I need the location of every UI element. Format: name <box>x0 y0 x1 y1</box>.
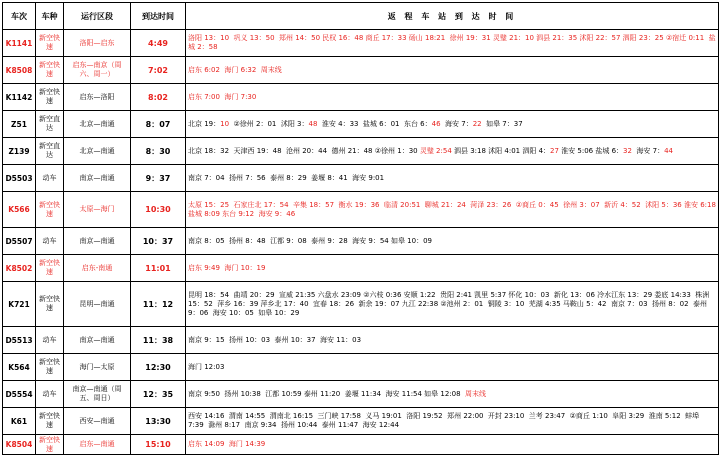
table-row <box>3 138 719 165</box>
arrival-time: 12：35 <box>131 381 186 408</box>
train-type: 新空快速 <box>36 282 64 327</box>
train-type: 新空快速 <box>36 192 64 228</box>
station-times: 46 <box>431 119 441 128</box>
arrival-time: 12:30 <box>131 354 186 381</box>
station-times: 32 <box>623 146 632 155</box>
header-row <box>3 3 719 30</box>
train-type: 新空快速 <box>36 30 64 57</box>
train-number: K564 <box>3 354 36 381</box>
station-times: 海门 12:03 <box>188 362 225 371</box>
header-train-type: 车种 <box>36 3 64 30</box>
station-times: 48 <box>308 119 318 128</box>
train-number: K61 <box>3 408 36 435</box>
table-row <box>3 255 719 282</box>
arrival-time: 11:01 <box>131 255 186 282</box>
station-times: 44 <box>664 146 674 155</box>
station-times: 昆明 18：54 曲靖 20：29 宣威 21:35 六盘水 23:09 ②六枝 0:36 安顺 1:22 贵阳 2:41 凯里 5:37 怀化 10：03 新化 13：06 冷水江东 13：29 娄底 14:33 株洲 15：52 萍乡 16：39 萍乡北 17：40 宜春 18：26 新余 19：07 九江 22:38 ②池州 2：01 铜陵 3：10 芜湖 4:35 马鞍山 5：42 南京 7：03 扬州 8：02 泰州 9：06 海安 10：05 如皋 10：29 <box>188 290 712 317</box>
train-type: 动车 <box>36 228 64 255</box>
table-row <box>3 111 719 138</box>
train-type: 新空快速 <box>36 255 64 282</box>
table-row <box>3 228 719 255</box>
train-type: 新空快速 <box>36 435 64 455</box>
run-section: 南京—南通 <box>64 327 131 354</box>
train-number: K721 <box>3 282 36 327</box>
return-stations <box>186 84 719 111</box>
station-times: 周末线 <box>465 389 487 398</box>
train-type: 新空快速 <box>36 408 64 435</box>
run-section: 昆明—南通 <box>64 282 131 327</box>
return-stations <box>186 138 719 165</box>
station-times: 北京 19： <box>188 119 221 128</box>
return-stations <box>186 255 719 282</box>
train-number: K8502 <box>3 255 36 282</box>
station-times: 南京 7：04 扬州 7：56 泰州 8：29 姜堰 8：41 海安 9:01 <box>188 173 385 182</box>
return-stations <box>186 228 719 255</box>
station-times: 22 <box>472 119 482 128</box>
station-times: ②徐州 2：01 沭阳 3： <box>229 119 309 128</box>
station-times: 南京 8：05 扬州 8：48 江都 9：08 泰州 9：28 海安 9：54 如皋 10：09 <box>188 236 432 245</box>
station-times: 启东 9:49 海门 10：19 <box>188 263 266 272</box>
train-type: 新空快速 <box>36 354 64 381</box>
table-row <box>3 192 719 228</box>
train-number: K1142 <box>3 84 36 111</box>
header-return-stations: 返 程 车 站 到 达 时 间 <box>186 3 719 30</box>
train-type: 动车 <box>36 381 64 408</box>
station-times: 启东 14:09 海门 14:39 <box>188 440 266 448</box>
arrival-time: 11：38 <box>131 327 186 354</box>
run-section: 北京—南通 <box>64 138 131 165</box>
train-type: 新空直达 <box>36 111 64 138</box>
run-section: 西安—南通 <box>64 408 131 435</box>
arrival-time: 9：37 <box>131 165 186 192</box>
schedule-body <box>3 30 719 455</box>
return-stations <box>186 381 719 408</box>
table-row <box>3 30 719 57</box>
table-row <box>3 327 719 354</box>
header-section: 运行区段 <box>64 3 131 30</box>
train-number: K8508 <box>3 57 36 84</box>
run-section: 启东—南通 <box>64 435 131 455</box>
station-times: 太原 15：25 石家庄北 17：54 辛集 18：57 衡水 19：36 临清 20:51 聊城 21：24 菏泽 23：26 ②商丘 0：45 徐州 3：07 新沂 4：52 沭阳 5：36 淮安 6:18 盐城 8:09 东台 9:12 海安 9：46 <box>188 200 719 218</box>
station-times: 海安 7： <box>440 119 473 128</box>
return-stations <box>186 111 719 138</box>
return-stations <box>186 57 719 84</box>
return-stations <box>186 327 719 354</box>
station-times: 10 <box>220 119 230 128</box>
train-type: 新空快速 <box>36 57 64 84</box>
header-arrival-time: 到达时间 <box>131 3 186 30</box>
run-section: 海门—太原 <box>64 354 131 381</box>
return-stations <box>186 282 719 327</box>
station-times: 启东 6:02 海门 6:32 周末线 <box>188 65 282 74</box>
station-times: 如皋 7：37 <box>481 119 523 128</box>
return-stations <box>186 354 719 381</box>
train-type: 动车 <box>36 165 64 192</box>
run-section: 南京—南通 <box>64 165 131 192</box>
arrival-time: 7:02 <box>131 57 186 84</box>
station-times: 灵璧 2:54 <box>419 146 452 155</box>
station-times: 南京 9:50 扬州 10:38 江都 10:59 泰州 11:20 姜堰 11:34 海安 11:54 如皋 12:08 <box>188 389 466 398</box>
train-number: D5554 <box>3 381 36 408</box>
train-number: D5503 <box>3 165 36 192</box>
header-train-no: 车次 <box>3 3 36 30</box>
train-number: D5513 <box>3 327 36 354</box>
train-type: 动车 <box>36 327 64 354</box>
train-number: Z139 <box>3 138 36 165</box>
return-stations <box>186 192 719 228</box>
station-times: 南京 9：15 扬州 10：03 泰州 10：37 海安 11：03 <box>188 335 362 344</box>
table-row <box>3 381 719 408</box>
table-row <box>3 165 719 192</box>
run-section: 启东—洛阳 <box>64 84 131 111</box>
train-number: Z51 <box>3 111 36 138</box>
run-section: 洛阳—启东 <box>64 30 131 57</box>
run-section: 启东-南通 <box>64 255 131 282</box>
return-stations <box>186 30 719 57</box>
station-times: 淮安 5:06 盐城 6： <box>558 146 624 155</box>
run-section: 启东—南京（周六、周一） <box>64 57 131 84</box>
table-row <box>3 354 719 381</box>
arrival-time: 4:49 <box>131 30 186 57</box>
station-times: 西安 14:16 渭南 14:55 渭南北 16:15 三门峡 17:58 义马 19:01 洛阳 19:52 郑州 22:00 开封 23:10 兰考 23:47 ②商丘 1:10 阜阳 3:29 淮南 5:12 蚌埠 7:39 滁州 8:17 南京 9:34 扬州 10:44 泰州 11:47 海安 12:44 <box>188 412 702 429</box>
table-row <box>3 282 719 327</box>
table-row <box>3 408 719 435</box>
arrival-time: 15:10 <box>131 435 186 455</box>
arrival-time: 8:02 <box>131 84 186 111</box>
arrival-time: 8：07 <box>131 111 186 138</box>
return-stations <box>186 165 719 192</box>
return-stations <box>186 435 719 455</box>
train-type: 新空直达 <box>36 138 64 165</box>
arrival-time: 10：37 <box>131 228 186 255</box>
table-row <box>3 84 719 111</box>
arrival-time: 11：12 <box>131 282 186 327</box>
table-row <box>3 435 719 455</box>
station-times: 北京 18：32 天津西 19：48 沧州 20：44 德州 21：48 ②徐州 1：30 <box>188 146 420 155</box>
run-section: 北京—南通 <box>64 111 131 138</box>
return-stations <box>186 408 719 435</box>
arrival-time: 10:30 <box>131 192 186 228</box>
station-times: 海安 7： <box>631 146 665 155</box>
station-times: 启东 7:00 海门 7:30 <box>188 92 257 101</box>
arrival-time: 13:30 <box>131 408 186 435</box>
train-number: D5507 <box>3 228 36 255</box>
train-type: 新空快速 <box>36 84 64 111</box>
run-section: 太原—海门 <box>64 192 131 228</box>
station-times: 泗县 3:18 沭阳 4:01 泗阳 4： <box>451 146 551 155</box>
run-section: 南京—南通（周五、周日） <box>64 381 131 408</box>
station-times: 淮安 4：33 盐城 6：01 东台 6： <box>317 119 432 128</box>
train-number: K8504 <box>3 435 36 455</box>
arrival-time: 8：30 <box>131 138 186 165</box>
station-times: 洛阳 13：10 巩义 13：50 郑州 14：50 民权 16：48 商丘 17：33 砀山 18:21 徐州 19：31 灵璧 21：10 泗县 21：35 沭阳 22：57 泗阳 23：25 ②宿迁 0:11 盐城 2：58 <box>188 34 716 51</box>
station-times: 27 <box>550 146 559 155</box>
table-row <box>3 57 719 84</box>
run-section: 南京—南通 <box>64 228 131 255</box>
train-schedule-table <box>2 2 719 455</box>
train-number: K566 <box>3 192 36 228</box>
train-number: K1141 <box>3 30 36 57</box>
